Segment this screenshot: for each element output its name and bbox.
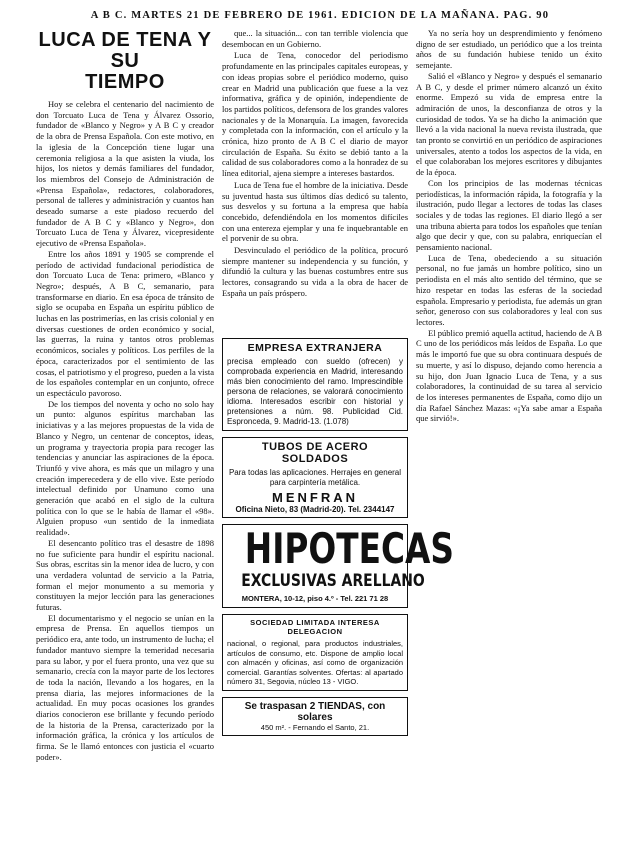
ad-title: EMPRESA EXTRANJERA <box>247 342 383 354</box>
paragraph: Hoy se celebra el centenario del nacimiento de don Torcuato Luca de Tena y Álvarez Ossorio, fundador de «Blanco y Negro» y A B C y creador de la obra de Prensa Española. Con este motivo, en la iglesia de la Concepción tiene lugar una ceremonia religiosa a la que asisten la viuda, los hijos, los nietos y demás familiares del fundador, los miembros del Consejo de Administración de «Prensa Española», redactores, colaboradores, personal de talleres y administración y cuantos han deseado sumarse a este piadoso recuerdo del fundador de A B C y «Blanco y Negro», don Torcuato Luca de Tena y Álvarez, vicepresidente ejecutivo de «Prensa Española». <box>36 99 214 249</box>
paragraph: El público premió aquella actitud, haciendo de A B C uno de los periódicos más leídos de España. Lo que más le importó fue que su obra continuara después de su muerte, y así lo dispuso, dejando como herencia a su hijo, don Juan Ignacio Luca de Tena, y a sus colaboradores, la continuidad de su tarea al servicio de los intereses permanentes de España, como dijo un día Rafael Sánchez Mazas: «¡Ya sabe amar a España que sirvió!». <box>416 327 602 424</box>
ad-title: SOCIEDAD LIMITADA INTERESA DELEGACION <box>250 618 380 636</box>
right-column <box>416 28 602 828</box>
ad-brand: MENFRAN <box>272 490 358 505</box>
paragraph: Desvinculado el periódico de la política, procuró siempre mantener su independencia y su función, y difundió la cultura y las buenas costumbres entre sus lectores, consagrando su vida a la obra de hacer de España un país próspero. <box>222 245 408 298</box>
page-header: A B C. MARTES 21 DE FEBRERO DE 1961. EDICION DE LA MAÑANA. PAG. 90 <box>90 10 550 21</box>
left-column <box>36 28 214 828</box>
paragraph: Entre los años 1891 y 1905 se comprende el período de actividad fundacional periodística de don Torcuato Luca de Tena: primero, «Blanco y Negro»; después, A B C, semanario, para transformarse en diario. En esa época de tránsito de siglo se ocupaba en España un espíritu público de luchas en las postrimerías, en las crisis colonial y en diversas cuestiones de orden económico y social, las guerras, la ruina y tantos otros problemas económicos, sociales y políticos. Los perfiles de la época, caracterizados por el sentimiento de las cosas, el patriotismo y el progreso, pueden a la vista de los españoles contemplar en un conjunto, ofrece un espectáculo pavoroso. <box>36 248 214 398</box>
paragraph: Salió el «Blanco y Negro» y después el semanario A B C, y desde el primer número alcanzó un éxito enorme. Empezó su vida de empresa entre la admiración de unos, la desconfianza de otros y la curiosidad de todos. Ya se ha dicho la animación que llevó a la vida nacional la nueva revista ilustrada, que tan pronto se convirtió en un periódico de aspiraciones universales, atento a todos los aspectos de la vida, en el que colaboraban los mejores escritores y dibujantes de la época. <box>416 70 602 178</box>
ad-tubos <box>222 437 408 518</box>
paragraph: Luca de Tena, obedeciendo a su situación personal, no fue jamás un hombre político, sino un periodista en el más alto sentido del término, que se hizo respetar en todas las esferas de la sociedad española. Empresario y periodista, fue además un gran señor, generoso con sus colaboradores y leal con sus lectores. <box>416 252 602 327</box>
ad-tiendas-main: Se traspasan 2 TIENDAS, con solares <box>244 700 386 723</box>
article-title <box>36 30 214 93</box>
ad-body: precisa empleado con sueldo (ofrecen) y comprobada experiencia en Madrid, interesando más bien conocimiento del ramo. Imprescindible persona de relaciones, se valorará conocimiento idioma. Interesados escribir con historial y pretensiones a núm. 98. Publicidad Cid. Espronceda, 9. Madrid-13. (1.078) <box>227 357 403 426</box>
paragraph: que... la situación... con tan terrible violencia que desembocan en un Gobierno. <box>222 28 408 49</box>
paragraph: El desencanto político tras el desastre de 1898 no fue suficiente para hundir el espíritu nacional. Sus obras, escritas sin la menor idea de lucro, y con una verdadera voluntad de servicio a la Patria, forman el mejor monumento a su memoria y constituyen la mejor lección para las generaciones futuras. <box>36 537 214 613</box>
ad-hipotecas-title: HIPOTECAS <box>244 524 454 573</box>
ad-hipotecas-subtitle: EXCLUSIVAS ARELLANO <box>241 571 425 591</box>
article-title-line-2: TIEMPO <box>85 71 165 93</box>
paragraph: De los tiempos del noventa y ocho no solo hay un punto: algunos espíritus marchaban las iniciativas y a las mejores propuestas de la vida de Blanco y Negro, un centenar de conceptos, ideas, un programa y trayectoria propia para recoger las tendencias y anunciar las aspiraciones de la época. Triunfó y vive ahora, es más que un milagro y una creación imperecedera y de ello vive. Este período intelectual definido por Unamuno como una generación que acabó en el siglo de la cultura política con lo que se le había de llamar el «98». Alguien propuso «un sentido de la inmediata realidad». <box>36 398 214 538</box>
ad-sociedad <box>222 614 408 691</box>
ad-office: Oficina Nieto, 83 (Madrid-20). Tel. 2344147 <box>235 505 395 514</box>
ad-tiendas-small: 450 m². - Fernando el Santo, 21. <box>260 722 370 732</box>
ad-empresa-extranjera <box>222 338 408 431</box>
ad-title: TUBOS DE ACERO SOLDADOS <box>261 441 369 465</box>
ad-hipotecas <box>222 524 454 608</box>
paragraph: Luca de Tena, conocedor del periodismo profundamente en las principales capitales europeas, y con ideas propias sobre el periódico moderno, quiso crear en Madrid una publicación que fuese a la vez informativa, gráfica y de opinión, independiente de los partidos políticos, defensora de los grandes valores nacionales y de la Monarquía. La imagen, favorecida y completada con la información, con el artículo y la crónica, hizo pronto de A B C el diario de mayor circulación de España. Su éxito se debió tanto a la calidad de sus colaboradores como a la honradez de su línea editorial, ajena siempre a intereses bastardos. <box>222 50 408 179</box>
classified-ads <box>222 338 454 838</box>
paragraph: Ya no sería hoy un desprendimiento y fenómeno digno de ser estudiado, un periódico que a los treinta años de su fundación hubiese tenido un éxito semejante. <box>416 28 602 71</box>
paragraph: Con los principios de las modernas técnicas periodísticas, la información rápida, la fotografía y la ilustración, pudo llegar a lectores de todas las clases sociales y de todas las regiones. El diario llegó a ser una tribuna abierta para todos los españoles que tenían algo que decir y que, con su palabra, enriquecían el pensamiento nacional. <box>416 177 602 253</box>
ad-body: Para todas las aplicaciones. Herrajes en general para carpintería metálica. <box>228 468 402 487</box>
ad-tiendas <box>222 697 408 736</box>
ad-hipotecas-address: MONTERA, 10-12, piso 4.º - Tel. 221 71 28 <box>241 594 389 603</box>
paragraph: El documentarismo y el negocio se unían en la empresa de Prensa. En aquellos tiempos un periódico era, ante todo, un instrumento de lucha; el fundador mantuvo siempre la temeridad necesaria para su labor, y por el fuera pronto, una vez que su semanario, crecía con la mayor parte de los lectores de toda la nación, llevando a los hogares, en la prensa diaria, las mejores informaciones de la actualidad. En muy pocas ocasiones los grandes diarios conocieron ese brillante y fecundo período de la historia de la Prensa, caracterizado por la información gráfica, la crónica y los artículos de firma. Se le llamó entonces con justicia el «cuarto poder». <box>36 612 214 762</box>
paragraph: Luca de Tena fue el hombre de la iniciativa. Desde su juventud hasta sus últimos días dedicó su talento, sus desvelos y su fortuna a la empresa que había concebido, defendiéndola en los momentos difíciles con una entereza ejemplar y una fe inquebrantable en el porvenir de su obra. <box>222 179 408 244</box>
middle-column <box>222 28 408 328</box>
article-title-line-1: LUCA DE TENA Y SU <box>38 29 212 72</box>
ad-body: nacional, o regional, para productos industriales, artículos de consumo, etc. Dispone de amplio local con almacén y oficinas, así como de organización comercial. Garantías solventes. Ofertas: al apartado número 31, Segovia, núcleo 13 - VIGO. <box>227 639 403 686</box>
